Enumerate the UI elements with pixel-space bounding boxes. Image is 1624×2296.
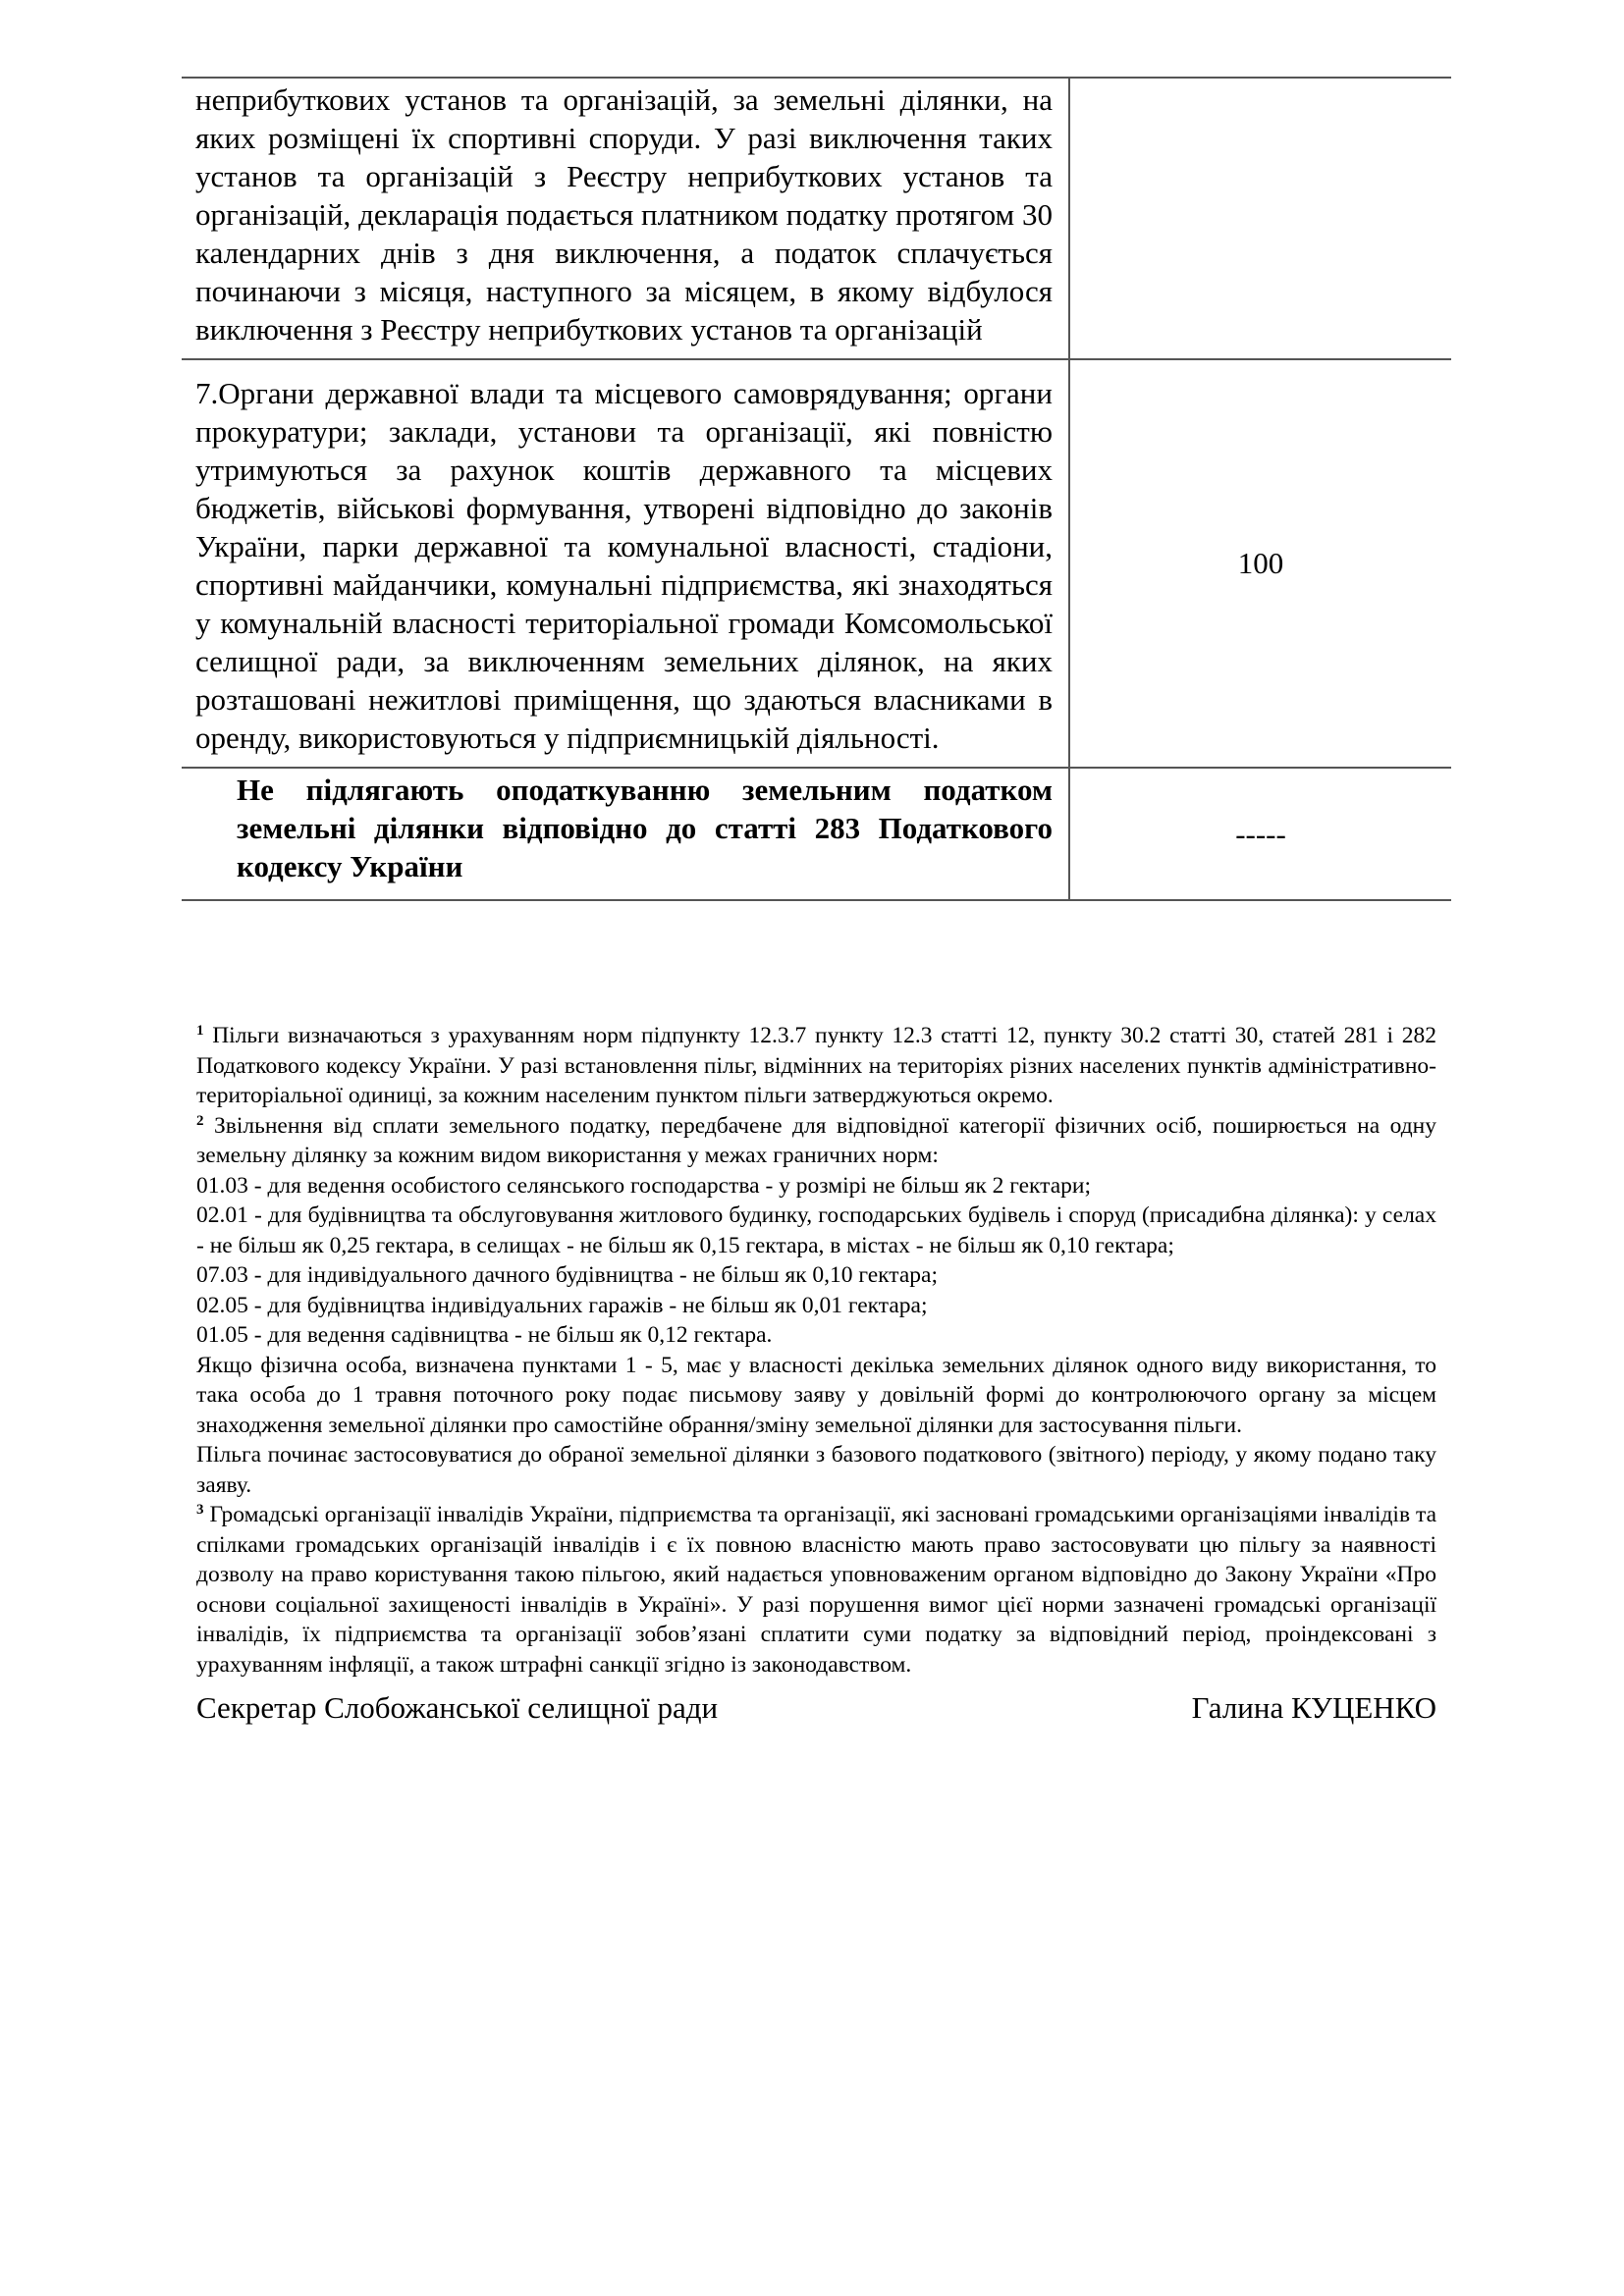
- footnote-paragraph: Якщо фізична особа, визначена пунктами 1 - 5, має у власності декілька земельних ділянок одного виду використання, то така особа до 1 травня поточного року подає письмову заяву у довільній формі до контролюючого органу за місцем знаходження земельної ділянки про самостійне обрання/зміну земельної ділянки для застосування пільги.: [196, 1352, 1436, 1438]
- benefits-table: [182, 77, 1451, 901]
- footnote-marker: 1: [196, 1023, 204, 1039]
- table-row: [182, 768, 1451, 900]
- rate-cell: [1069, 78, 1451, 359]
- footnote-paragraph: Пільга починає застосовуватися до обраної земельної ділянки з базового податкового (звітного) періоду, у якому подано таку заяву.: [196, 1442, 1436, 1498]
- footnote-2: [196, 1111, 1436, 1171]
- signatory-name: Галина КУЦЕНКО: [1191, 1690, 1436, 1725]
- signatory-position: Секретар Слобожанської селищної ради: [196, 1690, 719, 1725]
- signature-block: [196, 1688, 1436, 1728]
- footnote-text: Звільнення від сплати земельного податку, передбачене для відповідної категорії фізичних осіб, поширюється на одну земельну ділянку за кожним видом використання у межах граничних норм:: [196, 1112, 1436, 1168]
- exemption-text: Не підлягають оподаткуванню земельним податком земельні ділянки відповідно до статті 283 Податкового кодексу України: [237, 773, 1053, 883]
- footnote-1: [196, 1021, 1436, 1111]
- footnote-marker: 3: [196, 1502, 204, 1518]
- category-cell: [182, 78, 1069, 359]
- category-cell: [182, 768, 1069, 900]
- norm-item: 02.05 - для будівництва індивідуальних гаражів - не більш як 0,01 гектара;: [196, 1292, 928, 1318]
- footnote-text: Громадські організації інвалідів України, підприємства та організації, які засновані громадськими організаціями інвалідів та спілками громадських організацій інвалідів і є їх повною власністю мають право застосовувати цю пільгу за наявності дозволу на право користування такою пільгою, який надається уповноваженим органом відповідно до Закону України «Про основи соціальної захищеності інвалідів в Україні». У разі порушення вимог цієї норми зазначені громадські організації інвалідів, їх підприємства та організації зобов’язані сплатити суми податку за відповідний період, проіндексовані з урахуванням інфляції, а також штрафні санкції згідно із законодавством.: [196, 1502, 1436, 1678]
- norm-item: 07.03 - для індивідуального дачного будівництва - не більш як 0,10 гектара;: [196, 1262, 938, 1288]
- norm-item: 02.01 - для будівництва та обслуговування житлового будинку, господарських будівель і споруд (присадибна ділянка): у селах - не більш як 0,25 гектара, в селищах - не більш як 0,15 гектара, в містах - не більш як 0,10 гектара;: [196, 1202, 1436, 1258]
- category-text: неприбуткових установ та організацій, за земельні ділянки, на яких розміщені їх спортивні споруди. У разі виключення таких установ та організацій з Реєстру неприбуткових установ та організацій, декларація подається платником податку протягом 30 календарних днів з дня виключення, а податок сплачується починаючи з місяця, наступного за місяцем, в якому відбулося виключення з Реєстру неприбуткових установ та організацій: [195, 82, 1053, 347]
- norm-item: 01.05 - для ведення садівництва - не більш як 0,12 гектара.: [196, 1322, 773, 1348]
- footnote-marker: 2: [196, 1112, 204, 1129]
- footnotes: [196, 1021, 1436, 1680]
- rate-cell: -----: [1069, 768, 1451, 900]
- category-cell: [182, 359, 1069, 768]
- footnote-text: Пільги визначаються з урахуванням норм підпункту 12.3.7 пункту 12.3 статті 12, пункту 30.2 статті 30, статей 281 і 282 Податкового кодексу України. У разі встановлення пільг, відмінних на територіях різних населених пунктів адміністративно-територіальної одиниці, за кожним населеним пунктом пільги затверджуються окремо.: [196, 1023, 1436, 1108]
- table-row: [182, 359, 1451, 768]
- rate-cell: 100: [1069, 359, 1451, 768]
- norm-item: 01.03 - для ведення особистого селянського господарства - у розмірі не більш як 2 гектари;: [196, 1172, 1091, 1199]
- category-text: 7.Органи державної влади та місцевого самоврядування; органи прокуратури; заклади, установи та організації, які повністю утримуються за рахунок коштів державного та місцевих бюджетів, військові формування, утворені відповідно до законів України, парки державної та комунальної власності, стадіони, спортивні майданчики, комунальні підприємства, які знаходяться у комунальній власності територіальної громади Комсомольської селищної ради, за виключенням земельних ділянок, на яких розташовані нежитлові приміщення, що здаються власниками в оренду, використовуються у підприємницькій діяльності.: [195, 376, 1053, 755]
- table-row: [182, 78, 1451, 359]
- footnote-3: [196, 1500, 1436, 1680]
